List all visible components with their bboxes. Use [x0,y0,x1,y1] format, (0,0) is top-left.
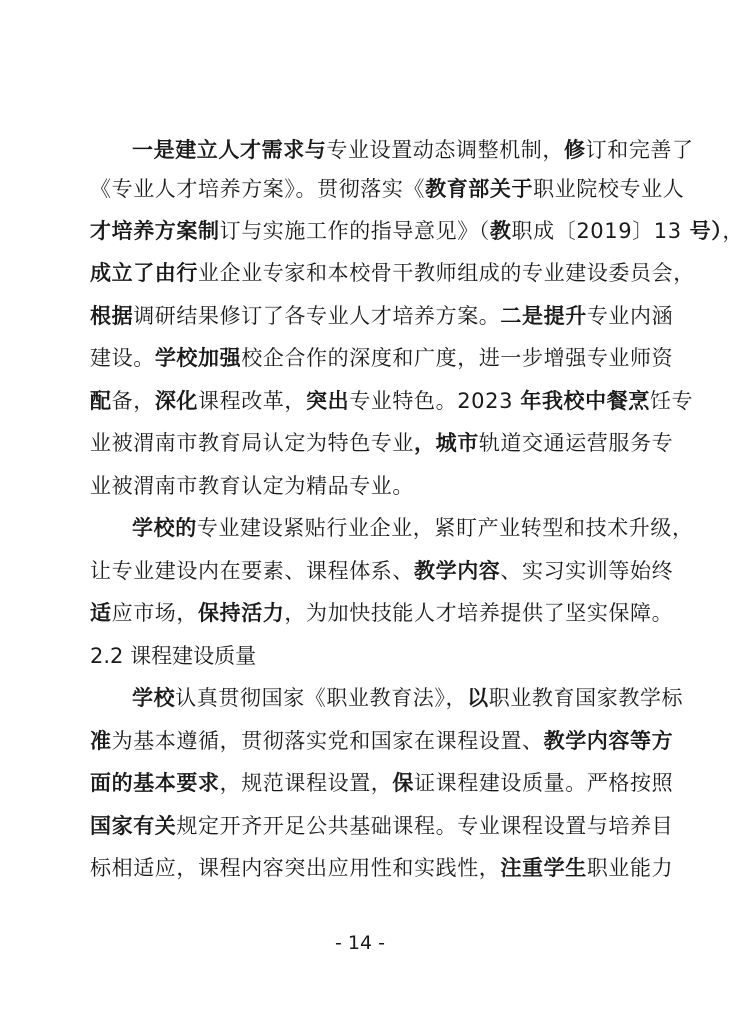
text-line [90,811,674,841]
text-run: 标相适应，课程内容突出应用性和实践性， [90,856,501,880]
text-line [90,428,674,458]
bold-text: 准 [90,729,112,753]
text-run: 为基本遵循，贯彻落实党和国家在课程设置、 [111,729,544,753]
bold-text: 学校加强 [154,346,242,370]
text-line [90,726,674,756]
text-run: 专业设置动态调整机制， [326,138,565,162]
bold-text: 学校的 [132,516,197,540]
text-line [90,343,674,373]
text-run: 订与实施工作的指导意见》（ [219,219,490,243]
bold-text: 教学内容 [414,559,501,583]
bold-text: ，城市 [414,431,479,455]
text-run: 业被渭南市教育认定为精品专业。 [90,474,414,498]
bold-text: 教育部关于 [425,177,534,201]
bold-text: 根据 [90,304,134,328]
bold-text: 二是提升 [500,304,587,328]
section-heading: 2.2 课程建设质量 [90,644,257,668]
text-line [90,174,685,204]
text-line [90,768,674,798]
text-run: 认真贯彻国家《职业教育法》， [175,686,468,710]
text-run: 课程改革， [198,389,307,413]
text-run: 职业教育国家教学标 [488,686,684,710]
text-run: 职成〔2019〕13 [511,219,682,243]
text-run: 轨道交通运营服务专 [478,431,674,455]
bold-text: 面的基本要求 [90,771,220,795]
text-line [90,556,674,586]
text-run: 《专业人才培养方案》。贯彻落实《 [90,177,426,201]
text-run: ， [722,219,744,243]
text-run: 专业特色。2023 [349,389,521,413]
text-line [90,258,695,288]
bold-text: 成立了由行 [90,261,198,285]
bold-text: 配 [90,389,112,413]
bold-text: 教 [489,219,512,243]
text-run: 业被渭南市教育局认定为特色专业 [90,431,414,455]
bold-text: 保持活力 [198,601,285,625]
text-line [90,301,674,331]
text-run: 业企业专家和本校骨干教师组成的专业建设委员会 [198,261,674,285]
bold-text: 号） [681,219,723,243]
text-run: ， [672,516,694,540]
page-number: - 14 - [335,932,385,954]
bold-text: 教学内容等方 [543,729,674,753]
text-line [90,216,744,246]
bold-text: 年我校中餐烹 [520,389,650,413]
text-line [90,853,674,883]
text-run: ，为加快技能人才培养提供了坚实保障。 [284,601,674,625]
text-run: 、实习实训等始终 [500,559,674,583]
bold-text: 突出 [306,389,350,413]
text-run: 调研结果修订了各专业人才培养方案。 [133,304,501,328]
text-line [132,513,694,543]
bold-text: 保 [392,771,415,795]
text-run: 备， [111,389,155,413]
bold-text: 一是建立人才需求与 [132,138,327,162]
text-run: 专业内涵 [586,304,674,328]
bold-text: 学校 [132,686,176,710]
text-run: 让专业建设内在要素、课程体系、 [90,559,414,583]
bold-text: 注重学生 [500,856,587,880]
text-run: ， [673,261,695,285]
text-run: ，规范课程设置， [219,771,393,795]
text-line [132,683,684,713]
bold-text: 以 [467,686,489,710]
text-run: 校企合作的深度和广度，进一步增强专业师资 [241,346,674,370]
text-line [90,386,694,416]
text-run: 应市场， [111,601,199,625]
text-run: 订和完善了 [585,138,694,162]
bold-text: 适 [90,601,112,625]
text-run: 证课程建设质量。严格按照 [414,771,674,795]
bold-text: 国家有关 [90,814,177,838]
bold-text: 才培养方案制 [90,219,220,243]
bold-text: 深化 [154,389,199,413]
text-line [132,135,694,165]
text-run: 饪专 [649,389,694,413]
text-run: 专业建设紧贴行业企业，紧盯产业转型和技术升级 [196,516,673,540]
text-run: 建设。 [90,346,155,370]
text-run: 规定开齐开足公共基础课程。专业课程设置与培养目 [176,814,674,838]
text-line [90,598,674,628]
text-run: 职业能力 [586,856,674,880]
bold-text: 修 [564,138,586,162]
text-line [90,471,636,501]
text-run: 职业院校专业人 [533,177,685,201]
